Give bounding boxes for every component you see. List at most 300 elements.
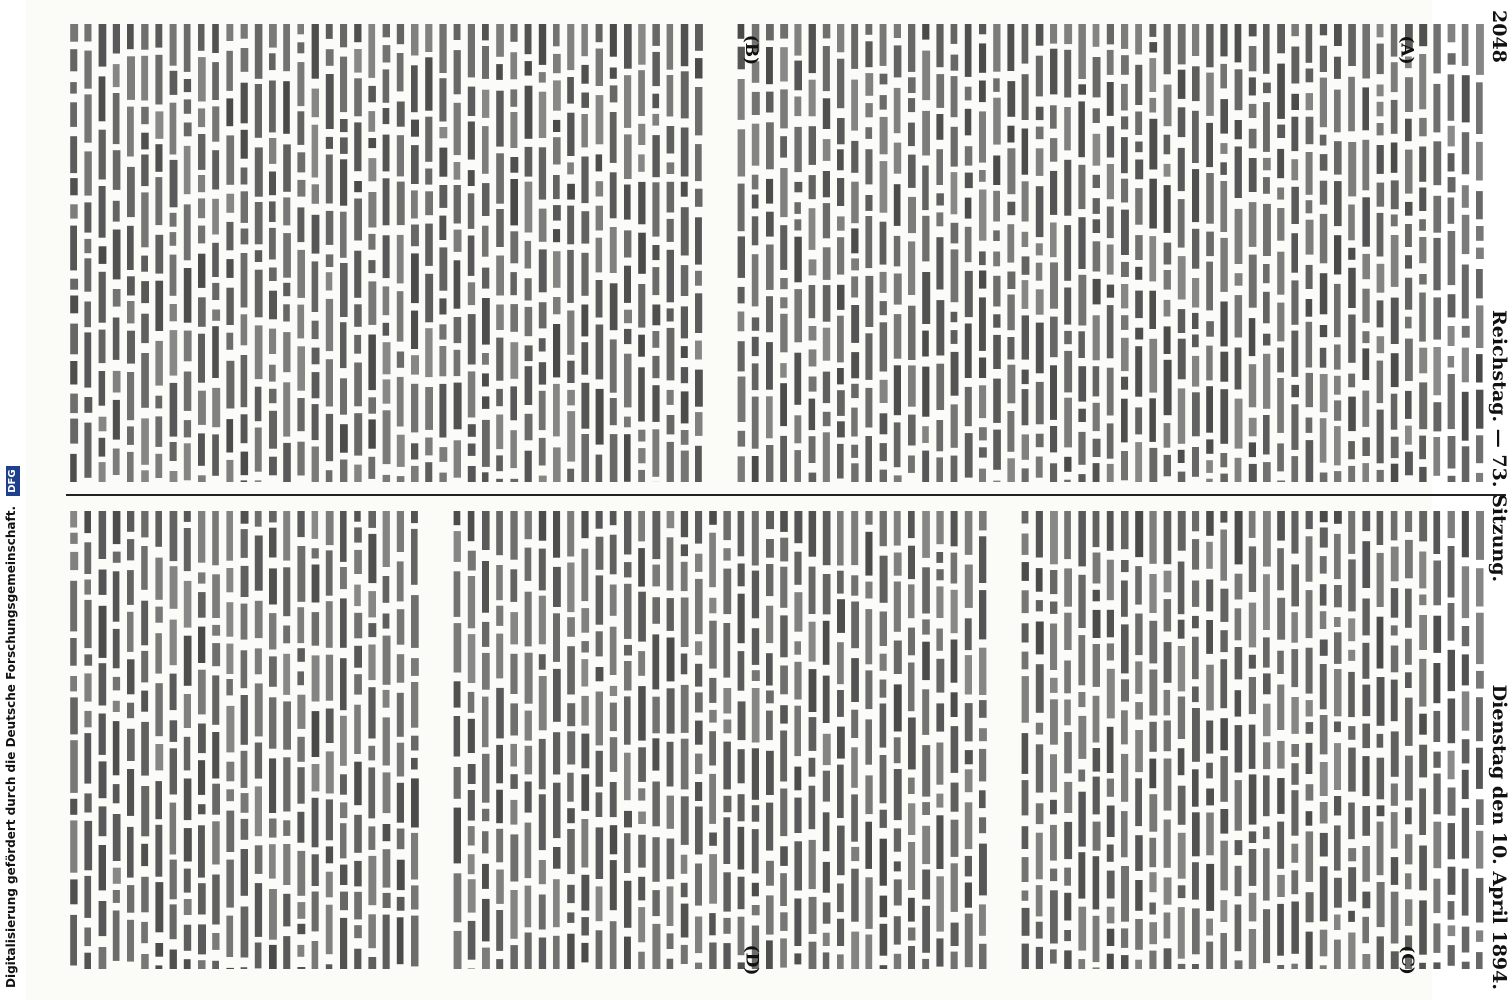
word-mark bbox=[397, 917, 404, 964]
word-mark bbox=[1050, 570, 1057, 594]
word-mark bbox=[510, 112, 517, 148]
word-mark bbox=[837, 59, 844, 108]
word-mark bbox=[411, 24, 419, 56]
word-mark bbox=[141, 954, 149, 969]
word-mark bbox=[241, 355, 248, 407]
word-mark bbox=[170, 442, 177, 461]
word-mark bbox=[326, 74, 334, 129]
text-line bbox=[397, 511, 405, 964]
word-mark bbox=[1036, 885, 1043, 916]
word-mark bbox=[1320, 214, 1328, 263]
word-mark bbox=[1377, 123, 1384, 135]
word-mark bbox=[283, 332, 290, 372]
word-mark bbox=[581, 659, 588, 686]
word-mark bbox=[297, 812, 304, 843]
word-mark bbox=[99, 272, 106, 323]
word-mark bbox=[1377, 44, 1384, 75]
word-mark bbox=[809, 897, 817, 934]
word-mark bbox=[667, 126, 675, 154]
word-mark bbox=[1064, 480, 1071, 482]
text-line bbox=[212, 511, 220, 969]
text-line bbox=[695, 511, 703, 969]
word-mark bbox=[894, 553, 902, 576]
word-mark bbox=[340, 137, 348, 154]
word-mark bbox=[780, 567, 787, 608]
word-mark bbox=[809, 758, 816, 777]
word-mark bbox=[212, 24, 219, 53]
word-mark bbox=[1277, 378, 1284, 433]
word-mark bbox=[510, 342, 518, 379]
word-mark bbox=[1107, 871, 1115, 899]
word-mark bbox=[1277, 548, 1284, 590]
word-mark bbox=[766, 691, 774, 704]
word-mark bbox=[155, 744, 163, 770]
text-line bbox=[667, 511, 675, 969]
word-mark bbox=[1405, 899, 1412, 926]
word-mark bbox=[1220, 181, 1227, 232]
text-line bbox=[368, 24, 376, 479]
word-mark bbox=[780, 314, 787, 353]
word-mark bbox=[312, 764, 320, 791]
word-mark bbox=[894, 641, 902, 675]
word-mark bbox=[1334, 57, 1341, 79]
word-mark bbox=[723, 688, 731, 714]
word-mark bbox=[84, 202, 91, 232]
word-mark bbox=[553, 669, 561, 722]
word-mark bbox=[454, 808, 461, 864]
text-line bbox=[1405, 511, 1413, 969]
word-mark bbox=[510, 569, 517, 602]
word-mark bbox=[1192, 908, 1200, 954]
word-mark bbox=[1164, 877, 1172, 904]
word-mark bbox=[695, 963, 702, 969]
word-mark bbox=[297, 111, 304, 145]
word-mark bbox=[1121, 315, 1128, 330]
word-mark bbox=[1192, 964, 1199, 969]
word-mark bbox=[1078, 959, 1085, 969]
word-mark bbox=[1476, 799, 1484, 825]
word-mark bbox=[681, 367, 688, 383]
word-mark bbox=[738, 377, 746, 423]
word-mark bbox=[84, 953, 91, 969]
word-mark bbox=[1064, 351, 1072, 393]
word-mark bbox=[155, 781, 162, 819]
word-mark bbox=[823, 372, 830, 404]
word-mark bbox=[127, 920, 134, 962]
word-mark bbox=[1476, 248, 1484, 259]
word-mark bbox=[1277, 24, 1285, 53]
word-mark bbox=[354, 550, 362, 574]
word-mark bbox=[1093, 241, 1101, 271]
word-mark bbox=[425, 224, 433, 266]
word-mark bbox=[752, 397, 759, 449]
word-mark bbox=[1093, 553, 1101, 584]
word-mark bbox=[951, 952, 958, 969]
word-mark bbox=[1206, 942, 1213, 969]
word-mark bbox=[780, 511, 788, 532]
word-mark bbox=[1263, 354, 1270, 409]
word-mark bbox=[1149, 574, 1156, 613]
word-mark bbox=[880, 810, 887, 828]
word-mark bbox=[624, 661, 632, 691]
word-mark bbox=[1306, 648, 1313, 694]
word-mark bbox=[1050, 511, 1058, 564]
word-mark bbox=[411, 885, 419, 909]
word-mark bbox=[1263, 775, 1270, 816]
word-mark bbox=[1078, 101, 1085, 157]
word-mark bbox=[155, 607, 162, 623]
word-mark bbox=[1206, 460, 1213, 473]
word-mark bbox=[1462, 962, 1470, 969]
word-mark bbox=[510, 304, 518, 332]
word-mark bbox=[752, 254, 759, 306]
word-mark bbox=[70, 454, 77, 482]
text-line bbox=[1348, 511, 1356, 969]
word-mark bbox=[936, 300, 944, 355]
word-mark bbox=[837, 390, 845, 416]
word-mark bbox=[539, 596, 546, 645]
word-mark bbox=[255, 786, 262, 836]
word-mark bbox=[1206, 789, 1214, 806]
word-mark bbox=[269, 819, 277, 838]
text-line bbox=[965, 24, 973, 478]
word-mark bbox=[127, 769, 134, 816]
word-mark bbox=[170, 471, 178, 482]
word-mark bbox=[1064, 822, 1072, 859]
word-mark bbox=[581, 211, 589, 243]
word-mark bbox=[794, 767, 801, 791]
word-mark bbox=[922, 802, 930, 815]
word-mark bbox=[1334, 632, 1342, 664]
word-mark bbox=[894, 861, 901, 871]
word-mark bbox=[1022, 280, 1029, 309]
word-mark bbox=[1220, 64, 1227, 89]
text-line bbox=[894, 511, 902, 969]
word-mark bbox=[326, 601, 333, 648]
word-mark bbox=[922, 745, 930, 797]
word-mark bbox=[894, 511, 901, 546]
word-mark bbox=[610, 434, 618, 482]
word-mark bbox=[1093, 644, 1100, 687]
word-mark bbox=[1334, 743, 1341, 790]
word-mark bbox=[1448, 925, 1456, 936]
word-mark bbox=[794, 127, 801, 172]
word-mark bbox=[326, 24, 333, 39]
word-mark bbox=[155, 825, 162, 877]
word-mark bbox=[1121, 624, 1129, 673]
word-mark bbox=[922, 642, 930, 680]
word-mark bbox=[1448, 650, 1455, 691]
word-mark bbox=[1448, 751, 1455, 780]
word-mark bbox=[638, 747, 646, 782]
word-mark bbox=[1249, 464, 1257, 482]
text-line bbox=[84, 511, 92, 969]
word-mark bbox=[1107, 368, 1114, 416]
word-mark bbox=[439, 346, 446, 376]
word-mark bbox=[1277, 149, 1284, 178]
word-mark bbox=[1050, 317, 1058, 358]
word-mark bbox=[1206, 123, 1213, 167]
word-mark bbox=[738, 312, 745, 332]
word-mark bbox=[454, 317, 462, 343]
word-mark bbox=[241, 452, 249, 476]
word-mark bbox=[780, 436, 787, 482]
text-line bbox=[1306, 24, 1314, 482]
word-mark bbox=[1391, 812, 1398, 849]
word-mark bbox=[581, 114, 588, 147]
word-mark bbox=[1348, 748, 1356, 792]
word-mark bbox=[1391, 437, 1399, 458]
word-mark bbox=[425, 24, 432, 52]
word-mark bbox=[184, 372, 192, 411]
word-mark bbox=[1164, 721, 1171, 752]
word-mark bbox=[496, 209, 504, 247]
word-mark bbox=[340, 918, 347, 969]
word-mark bbox=[837, 642, 844, 684]
word-mark bbox=[383, 475, 391, 482]
word-mark bbox=[766, 396, 773, 438]
word-mark bbox=[1277, 208, 1284, 241]
word-mark bbox=[1433, 402, 1441, 431]
word-mark bbox=[1036, 600, 1043, 611]
word-mark bbox=[1036, 457, 1043, 478]
word-mark bbox=[752, 175, 759, 190]
word-mark bbox=[1022, 826, 1029, 849]
word-mark bbox=[368, 397, 376, 413]
word-mark bbox=[510, 231, 518, 263]
word-mark bbox=[312, 184, 319, 204]
word-mark bbox=[965, 750, 973, 764]
word-mark bbox=[368, 767, 375, 818]
word-mark bbox=[397, 609, 405, 645]
word-mark bbox=[141, 470, 149, 482]
word-mark bbox=[1235, 69, 1243, 110]
word-mark bbox=[695, 754, 702, 775]
text-line bbox=[979, 24, 987, 482]
word-mark bbox=[1263, 415, 1270, 455]
word-mark bbox=[454, 873, 462, 922]
word-mark bbox=[368, 192, 376, 228]
word-mark bbox=[1135, 835, 1143, 871]
word-mark bbox=[1334, 90, 1341, 133]
word-mark bbox=[823, 247, 831, 280]
word-mark bbox=[1405, 150, 1413, 194]
word-mark bbox=[794, 353, 801, 405]
word-mark bbox=[184, 959, 191, 969]
word-mark bbox=[1320, 418, 1327, 463]
text-line bbox=[1164, 511, 1172, 969]
word-mark bbox=[198, 475, 206, 482]
word-mark bbox=[638, 686, 646, 741]
word-mark bbox=[1249, 546, 1256, 592]
word-mark bbox=[1362, 289, 1369, 323]
word-mark bbox=[425, 438, 432, 456]
word-mark bbox=[780, 24, 788, 39]
word-mark bbox=[1334, 426, 1341, 465]
word-mark bbox=[368, 746, 375, 761]
word-mark bbox=[1050, 138, 1057, 162]
word-mark bbox=[851, 80, 858, 131]
word-mark bbox=[155, 177, 162, 225]
word-mark bbox=[1078, 409, 1086, 422]
text-line bbox=[510, 511, 518, 969]
word-mark bbox=[198, 433, 205, 465]
word-mark bbox=[567, 703, 575, 726]
word-mark bbox=[468, 576, 475, 628]
word-mark bbox=[1093, 696, 1100, 743]
word-mark bbox=[1164, 300, 1171, 317]
word-mark bbox=[1107, 779, 1114, 797]
word-mark bbox=[624, 24, 632, 69]
word-mark bbox=[880, 965, 888, 969]
word-mark bbox=[525, 653, 533, 704]
word-mark bbox=[1306, 511, 1313, 529]
word-mark bbox=[496, 338, 503, 381]
word-mark bbox=[1064, 160, 1071, 216]
word-mark bbox=[851, 24, 858, 69]
word-mark bbox=[212, 106, 219, 141]
word-mark bbox=[567, 206, 574, 245]
word-mark bbox=[397, 102, 405, 127]
word-mark bbox=[880, 443, 887, 461]
word-mark bbox=[1121, 955, 1129, 969]
word-mark bbox=[1192, 616, 1199, 628]
word-mark bbox=[851, 445, 858, 458]
word-mark bbox=[979, 648, 986, 695]
word-mark bbox=[638, 182, 645, 224]
word-mark bbox=[951, 692, 958, 717]
word-mark bbox=[1462, 185, 1469, 208]
text-line bbox=[567, 24, 575, 482]
word-mark bbox=[922, 216, 929, 262]
word-mark bbox=[652, 356, 659, 378]
word-mark bbox=[922, 272, 930, 324]
word-mark bbox=[496, 606, 503, 626]
word-mark bbox=[297, 851, 305, 896]
word-mark bbox=[667, 638, 675, 682]
word-mark bbox=[681, 451, 689, 482]
word-mark bbox=[1022, 468, 1029, 482]
word-mark bbox=[652, 738, 659, 770]
word-mark bbox=[667, 24, 674, 70]
word-mark bbox=[894, 88, 901, 133]
word-mark bbox=[468, 551, 476, 571]
word-mark bbox=[908, 197, 916, 233]
word-mark bbox=[1348, 911, 1355, 922]
word-mark bbox=[1249, 129, 1257, 149]
word-mark bbox=[439, 78, 446, 121]
text-line bbox=[1462, 24, 1470, 482]
word-mark bbox=[1192, 769, 1199, 806]
word-mark bbox=[1050, 223, 1057, 258]
word-mark bbox=[1291, 612, 1298, 643]
word-mark bbox=[1433, 347, 1441, 395]
word-mark bbox=[354, 861, 362, 887]
word-mark bbox=[1448, 53, 1456, 64]
word-mark bbox=[1192, 812, 1200, 856]
word-mark bbox=[525, 592, 532, 647]
text-line bbox=[794, 511, 802, 964]
word-mark bbox=[681, 71, 689, 118]
word-mark bbox=[979, 728, 987, 741]
text-line bbox=[823, 24, 831, 482]
word-mark bbox=[780, 789, 787, 837]
text-line bbox=[553, 511, 561, 969]
word-mark bbox=[1178, 907, 1185, 959]
word-mark bbox=[113, 911, 120, 961]
word-mark bbox=[1334, 141, 1342, 174]
word-mark bbox=[1419, 188, 1426, 212]
word-mark bbox=[454, 162, 461, 180]
word-mark bbox=[354, 815, 362, 853]
word-mark bbox=[170, 103, 177, 155]
word-mark bbox=[951, 820, 959, 857]
word-mark bbox=[269, 889, 277, 940]
word-mark bbox=[1121, 262, 1129, 277]
word-mark bbox=[70, 279, 78, 290]
word-mark bbox=[1235, 295, 1243, 337]
word-mark bbox=[383, 286, 390, 315]
word-mark bbox=[908, 718, 916, 770]
word-mark bbox=[667, 162, 675, 174]
word-mark bbox=[468, 466, 476, 482]
word-mark bbox=[979, 536, 986, 583]
word-mark bbox=[1164, 599, 1172, 631]
word-mark bbox=[155, 683, 162, 736]
word-mark bbox=[1306, 811, 1313, 826]
word-mark bbox=[141, 192, 148, 247]
text-line bbox=[539, 24, 547, 482]
word-mark bbox=[113, 868, 121, 884]
word-mark bbox=[269, 411, 277, 449]
word-mark bbox=[951, 352, 959, 396]
word-mark bbox=[198, 226, 205, 244]
word-mark bbox=[979, 427, 987, 440]
word-mark bbox=[1235, 24, 1242, 62]
word-mark bbox=[880, 272, 887, 293]
word-mark bbox=[1149, 58, 1156, 92]
word-mark bbox=[312, 892, 319, 932]
word-mark bbox=[468, 790, 475, 821]
text-line bbox=[1078, 511, 1086, 969]
word-mark bbox=[269, 528, 277, 558]
text-line bbox=[638, 511, 646, 969]
word-mark bbox=[326, 359, 333, 406]
word-mark bbox=[610, 283, 618, 330]
word-mark bbox=[880, 413, 888, 434]
word-mark bbox=[1050, 754, 1057, 792]
word-mark bbox=[1007, 24, 1014, 71]
word-mark bbox=[439, 24, 446, 73]
word-mark bbox=[752, 337, 759, 356]
word-mark bbox=[1121, 284, 1128, 308]
word-mark bbox=[695, 721, 703, 745]
text-line bbox=[1164, 24, 1172, 476]
word-mark bbox=[1291, 24, 1299, 36]
text-line bbox=[1291, 24, 1299, 482]
word-mark bbox=[1419, 900, 1427, 954]
word-mark bbox=[297, 62, 304, 106]
word-mark bbox=[908, 842, 915, 890]
word-mark bbox=[723, 511, 731, 540]
word-mark bbox=[667, 598, 674, 631]
word-mark bbox=[695, 641, 702, 655]
word-mark bbox=[880, 117, 888, 154]
word-mark bbox=[1078, 165, 1085, 209]
word-mark bbox=[340, 774, 347, 794]
word-mark bbox=[951, 312, 958, 322]
word-mark bbox=[439, 384, 446, 438]
